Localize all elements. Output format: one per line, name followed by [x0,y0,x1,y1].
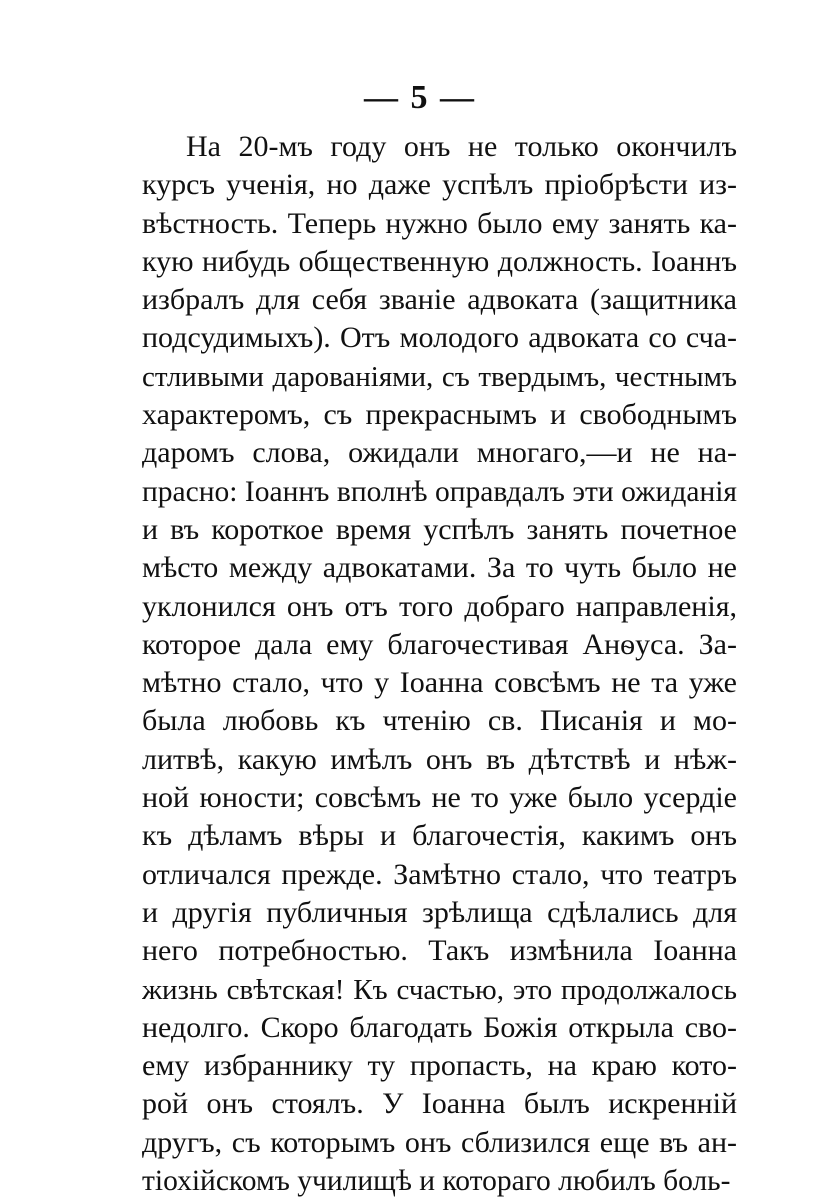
text-line: тіохійскомъ училищѣ и котораго любилъ боль- [142,1165,731,1198]
text-line: была любовь къ чтенію св. Писанія и мо- [142,704,737,738]
text-line: рой онъ стоялъ. У Іоанна былъ искренній [142,1087,737,1121]
text-line: которое дала ему благочестивая Анѳуса. За- [142,627,737,661]
text-line: ной юности; совсѣмъ не то уже было усердіе [142,781,737,815]
text-line: кую нибудь общественную должность. Іоаннъ [142,244,737,278]
text-line: литвѣ, какую имѣлъ онъ въ дѣтствѣ и нѣж- [142,742,737,776]
text-line: ему избраннику ту пропасть, на краю кото- [142,1049,737,1083]
text-line: вѣстность. Теперь нужно было ему занять ка- [142,206,737,240]
text-line: мѣсто между адвокатами. За то чуть было не [142,551,737,585]
text-line: характеромъ, съ прекраснымъ и свободнымъ [142,398,737,432]
text-line: избралъ для себя званіе адвоката (защитника [142,283,737,317]
text-line: другъ, съ которымъ онъ сблизился еще въ ан- [142,1125,737,1159]
text-line: къ дѣламъ вѣры и благочестія, какимъ онъ [142,819,737,853]
text-line: жизнь свѣтская! Къ счастью, это продолжалось [142,973,737,1006]
text-line: стливыми дарованіями, съ твердымъ, честнымъ [142,360,737,393]
text-line: недолго. Скоро благодать Божія открыла сво- [142,1010,737,1044]
text-line: мѣтно стало, что у Іоанна совсѣмъ не та уже [142,666,737,700]
text-line: уклонился онъ отъ того добраго направленія, [142,589,737,623]
text-line: и другія публичныя зрѣлища сдѣлались для [142,895,737,929]
text-line: даромъ слова, ожидали многаго,—и не на- [142,436,737,470]
text-line: курсъ ученія, но даже успѣлъ пріобрѣсти из- [142,168,737,202]
text-line: прасно: Іоаннъ вполнѣ оправдалъ эти ожиданія [142,475,737,508]
body-text [142,128,737,1200]
page-number: — 5 — [364,79,476,116]
text-line: него потребностью. Такъ измѣнила Іоанна [142,934,737,968]
text-line: На 20-мъ году онъ не только окончилъ [186,130,737,163]
text-line: отличался прежде. Замѣтно стало, что театръ [142,857,737,891]
text-line: и въ короткое время успѣлъ занять почетное [142,512,737,546]
text-line: подсудимыхъ). Отъ молодого адвоката со сча- [142,321,737,355]
